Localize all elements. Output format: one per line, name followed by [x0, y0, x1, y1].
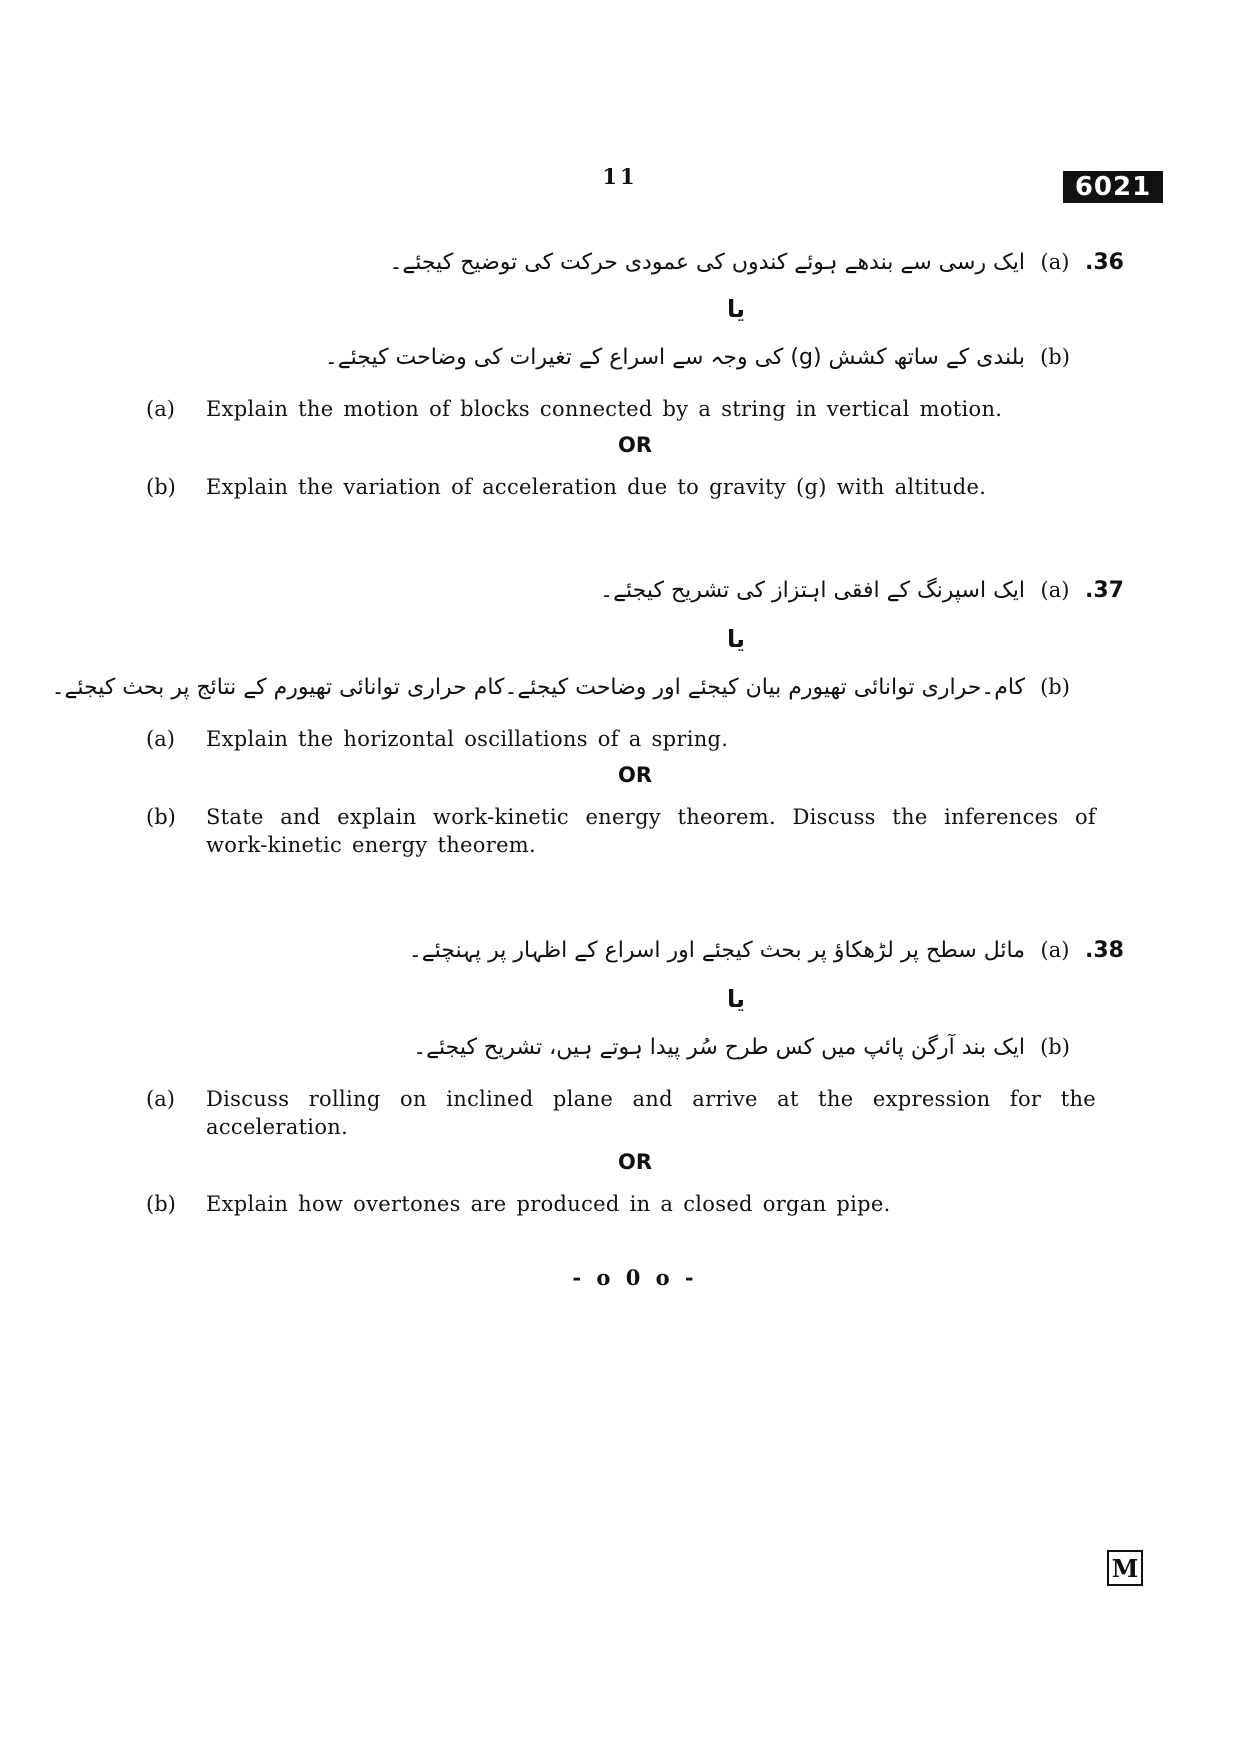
- option-label: (b): [146, 475, 176, 499]
- q36-eng-b: [146, 473, 1096, 501]
- option-label: (b): [1040, 345, 1070, 369]
- q36-eng-a: [146, 395, 1096, 423]
- q36-or: OR: [617, 433, 653, 457]
- q36-ya: یا: [726, 295, 746, 323]
- question-text: Explain how overtones are produced in a closed organ pipe.: [206, 1192, 891, 1216]
- option-label: (b): [1040, 1035, 1070, 1059]
- q38-eng-a: [146, 1085, 1096, 1141]
- q36-urdu-a: [390, 250, 1141, 275]
- question-text: Discuss rolling on inclined plane and arrive at the expression for the acceleration.: [206, 1087, 1096, 1139]
- question-number: .37: [1085, 578, 1124, 603]
- page-number: 11: [602, 164, 638, 189]
- option-label: (a): [1040, 938, 1070, 962]
- option-label: (a): [146, 397, 175, 421]
- option-label: (a): [146, 727, 175, 751]
- question-text: Explain the variation of acceleration due to gravity (g) with altitude.: [206, 475, 987, 499]
- q37-urdu-b: [52, 675, 1140, 700]
- end-of-paper-mark: - o 0 o -: [572, 1265, 698, 1290]
- q37-urdu-a: [600, 578, 1140, 603]
- option-label: (a): [1040, 250, 1070, 274]
- q37-ya: یا: [726, 625, 746, 653]
- q38-eng-b: [146, 1190, 1096, 1218]
- question-text: State and explain work-kinetic energy theorem. Discuss the inferences of work-kinetic energy theorem.: [206, 805, 1096, 857]
- question-text: Explain the motion of blocks connected by a string in vertical motion.: [206, 397, 1003, 421]
- medium-mark-box: M: [1107, 1550, 1143, 1586]
- question-number: .36: [1085, 250, 1124, 275]
- urdu-text: ایک رسی سے بندھے ہوئے کندوں کی عمودی حرکت کی توضیح کیجئے۔: [389, 250, 1025, 275]
- urdu-text: ایک بند آرگن پائپ میں کس طرح سُر پیدا ہوتے ہیں، تشریح کیجئے۔: [413, 1035, 1025, 1060]
- option-label: (a): [1040, 578, 1070, 602]
- q37-eng-a: [146, 725, 1096, 753]
- urdu-text: بلندی کے ساتھ کشش (g) کی وجہ سے اسراع کے تغیرات کی وضاحت کیجئے۔: [324, 345, 1025, 370]
- q38-urdu-b: [413, 1035, 1140, 1060]
- question-text: Explain the horizontal oscillations of a spring.: [206, 727, 729, 751]
- q38-or: OR: [617, 1150, 653, 1174]
- q36-urdu-b: [325, 345, 1140, 370]
- q38-ya: یا: [726, 985, 746, 1013]
- q37-or: OR: [617, 763, 653, 787]
- question-number: .38: [1085, 938, 1124, 963]
- paper-code-badge: 6021: [1063, 171, 1163, 203]
- option-label: (a): [146, 1087, 175, 1111]
- q38-urdu-a: [409, 938, 1140, 963]
- urdu-text: مائل سطح پر لڑھکاؤ پر بحث کیجئے اور اسراع کے اظہار پر پہنچئے۔: [408, 938, 1025, 963]
- urdu-text: کام۔حراری توانائی تھیورم بیان کیجئے اور وضاحت کیجئے۔کام حراری توانائی تھیورم کے نتائج پر بحث کیجئے۔: [51, 675, 1025, 700]
- urdu-text: ایک اسپرنگ کے افقی اہتزاز کی تشریح کیجئے۔: [600, 578, 1025, 603]
- option-label: (b): [146, 805, 176, 829]
- option-label: (b): [146, 1192, 176, 1216]
- q37-eng-b: [146, 803, 1096, 859]
- option-label: (b): [1040, 675, 1070, 699]
